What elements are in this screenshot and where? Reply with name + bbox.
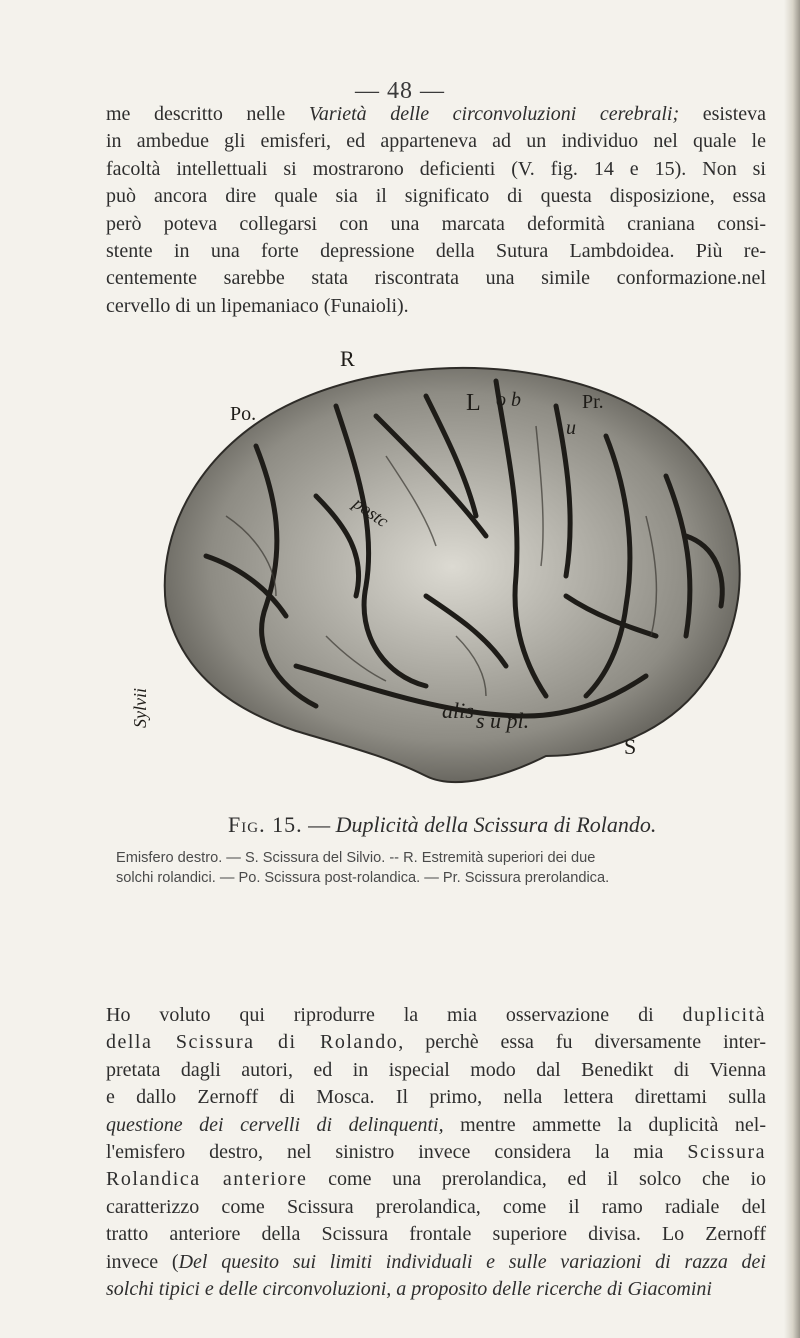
text-run: esisteva bbox=[679, 103, 767, 125]
label-ob: o b bbox=[496, 389, 521, 411]
text-line bbox=[106, 1139, 766, 1166]
paragraph-2 bbox=[106, 1002, 766, 1303]
text-line: cervello di un lipemaniaco (Funaioli). bbox=[106, 294, 409, 317]
caption-dash: — bbox=[302, 812, 336, 837]
text-line bbox=[106, 1029, 766, 1056]
label-sylv: Sylvii bbox=[130, 688, 150, 728]
book-title: Varietà delle circonvoluzioni cerebrali; bbox=[308, 103, 680, 125]
legend-line: Emisfero destro. — S. Scissura del Silvio. -- R. Estremità superiori dei due bbox=[116, 850, 596, 866]
figure-number: Fig. 15. bbox=[228, 812, 303, 837]
label-postc: postc bbox=[349, 492, 393, 532]
text-run: me descritto nelle bbox=[106, 103, 309, 125]
text-line: facoltà intellettuali si mostrarono deficienti (V. fig. 14 e 15). Non si bbox=[106, 157, 766, 180]
emphasis-spaced: della Scissura di Rolando bbox=[106, 1031, 399, 1054]
book-title: Del quesito sui limiti individuali e sulle variazioni di razza dei bbox=[178, 1250, 766, 1273]
text-run: Ho voluto qui riprodurre la mia osservazione di bbox=[106, 1004, 683, 1026]
paragraph-1 bbox=[106, 101, 766, 320]
label-R: R bbox=[340, 346, 355, 371]
page-edge bbox=[784, 0, 800, 1338]
text-run: caratterizzo come bbox=[106, 1195, 287, 1218]
legend-line: solchi rolandici. — Po. Scissura post-rolandica. — Pr. Scissura prerolandica. bbox=[116, 870, 610, 886]
text-line: e dallo Zernoff di Mosca. Il primo, nella lettera direttami sulla bbox=[106, 1086, 766, 1109]
brain-illustration bbox=[126, 336, 766, 796]
text-line: centemente sarebbe stata riscontrata una simile conformazione.nel bbox=[106, 267, 766, 290]
emphasis-spaced: duplicità bbox=[682, 1004, 766, 1026]
text-line bbox=[106, 1112, 766, 1139]
text-line bbox=[106, 101, 766, 128]
text-line: però poteva collegarsi con una marcata deformità craniana consi- bbox=[106, 212, 766, 235]
emphasis-spaced: Scissura bbox=[687, 1141, 766, 1164]
text-run: Scissura prerolandica bbox=[286, 1195, 476, 1218]
text-run: mentre ammette la duplicità nel- bbox=[443, 1113, 766, 1136]
text-run: , perchè essa fu diversamente inter- bbox=[398, 1031, 766, 1054]
brain-hemisphere-figure bbox=[126, 336, 766, 796]
text-run: l'emisfero destro, nel sinistro invece considera la mia bbox=[106, 1141, 688, 1164]
text-line: in ambedue gli emisferi, ed apparteneva ad un individuo nel quale le bbox=[106, 130, 766, 153]
text-run: invece ( bbox=[106, 1250, 179, 1273]
book-title: questione dei cervelli di delinquenti, bbox=[106, 1113, 444, 1136]
label-supl: s u pl. bbox=[476, 708, 530, 733]
label-Po: Po. bbox=[230, 403, 257, 425]
text-line bbox=[106, 1166, 766, 1193]
text-line bbox=[106, 1276, 766, 1303]
figure-title: Duplicità della Scissura di Rolando. bbox=[335, 812, 657, 837]
figure-caption bbox=[228, 812, 656, 838]
book-title: solchi tipici e delle circonvoluzioni, a proposito delle ricerche di Giacomini bbox=[106, 1278, 712, 1301]
page-number: — 48 — bbox=[355, 78, 445, 104]
emphasis-spaced: Rolandica anteriore bbox=[106, 1168, 308, 1191]
text-line: può ancora dire quale sia il significato di questa disposizione, essa bbox=[106, 185, 766, 208]
label-S: S bbox=[624, 734, 637, 759]
label-Pr: Pr. bbox=[582, 391, 604, 413]
figure-legend bbox=[116, 848, 766, 888]
label-salis: alis bbox=[442, 698, 474, 723]
label-L: L bbox=[466, 390, 481, 416]
label-u: u bbox=[566, 417, 576, 439]
text-line bbox=[106, 1249, 766, 1276]
text-line bbox=[106, 1194, 766, 1221]
text-line bbox=[106, 1002, 766, 1029]
text-line: tratto anteriore della Scissura frontale superiore divisa. Lo Zernoff bbox=[106, 1223, 766, 1246]
text-line: pretata dagli autori, ed in ispecial modo dal Benedikt di Vienna bbox=[106, 1058, 766, 1081]
text-run: , come il ramo radiale del bbox=[475, 1195, 767, 1218]
text-line: stente in una forte depressione della Sutura Lambdoidea. Più re- bbox=[106, 240, 766, 263]
text-run: come una prerolandica, ed il solco che io bbox=[307, 1168, 766, 1191]
